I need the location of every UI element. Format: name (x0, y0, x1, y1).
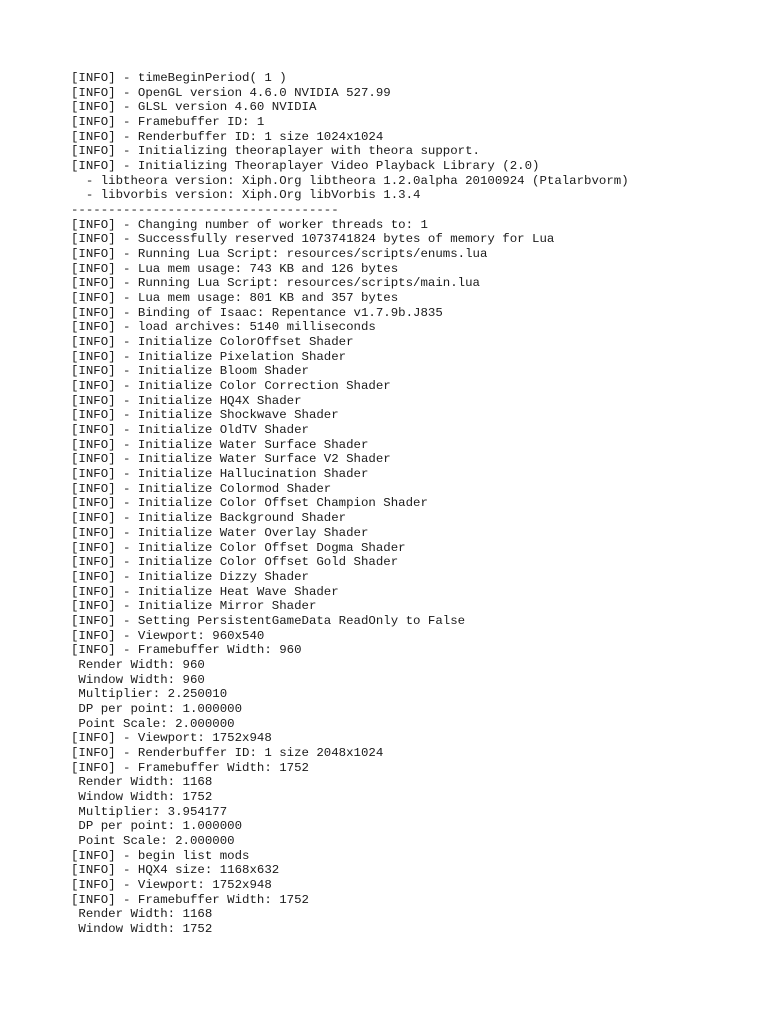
log-line: [INFO] - timeBeginPeriod( 1 ) (71, 71, 287, 85)
log-line: [INFO] - Initialize Color Offset Champion Shader (71, 496, 428, 511)
log-line: [INFO] - Viewport: 960x540 (71, 628, 265, 643)
log-line: [INFO] - Initialize Water Overlay Shader (71, 525, 369, 540)
log-line: ------------------------------------ (71, 203, 339, 218)
log-line: [INFO] - Initialize Shockwave Shader (71, 408, 339, 423)
log-line: DP per point: 1.000000 (71, 819, 243, 834)
log-line: - libvorbis version: Xiph.Org libVorbis 1.3.4 (71, 188, 421, 203)
log-line: [INFO] - begin list mods (71, 848, 250, 863)
log-line: [INFO] - Lua mem usage: 801 KB and 357 bytes (71, 291, 399, 306)
log-line: [INFO] - Initialize Color Offset Dogma Shader (71, 540, 406, 555)
log-line: [INFO] - GLSL version 4.60 NVIDIA (71, 100, 317, 115)
log-line: [INFO] - Initialize Bloom Shader (71, 364, 309, 379)
log-line: [INFO] - Viewport: 1752x948 (71, 877, 272, 892)
log-line: [INFO] - Framebuffer Width: 960 (71, 643, 302, 658)
log-line: [INFO] - Initialize Mirror Shader (71, 599, 317, 614)
log-line: Render Width: 1168 (71, 907, 213, 922)
log-line: [INFO] - Initialize Background Shader (71, 511, 347, 526)
log-line: [INFO] - load archives: 5140 milliseconds (71, 320, 376, 335)
log-line: Render Width: 1168 (71, 775, 213, 790)
log-line: [INFO] - Initialize Dizzy Shader (71, 569, 309, 584)
log-line: Point Scale: 2.000000 (71, 716, 235, 731)
log-line: [INFO] - Framebuffer Width: 1752 (71, 760, 309, 775)
log-line: Render Width: 960 (71, 657, 205, 672)
log-line: [INFO] - Initialize ColorOffset Shader (71, 335, 354, 350)
log-line: [INFO] - Lua mem usage: 743 KB and 126 bytes (71, 261, 399, 276)
log-line: Multiplier: 2.250010 (71, 687, 228, 702)
log-line: [INFO] - Initialize Heat Wave Shader (71, 584, 339, 599)
log-line: [INFO] - Viewport: 1752x948 (71, 731, 272, 746)
log-line: [INFO] - Initializing Theoraplayer Video Playback Library (2.0) (71, 159, 540, 174)
log-line: [INFO] - Initialize HQ4X Shader (71, 393, 302, 408)
log-line: [INFO] - Initialize Pixelation Shader (71, 349, 347, 364)
log-line: [INFO] - Initialize Color Correction Shader (71, 379, 391, 394)
log-line: Multiplier: 3.954177 (71, 804, 228, 819)
log-line: [INFO] - Initialize Water Surface Shader (71, 437, 369, 452)
log-line: [INFO] - Initialize Color Offset Gold Shader (71, 555, 399, 570)
log-line: [INFO] - Successfully reserved 1073741824 bytes of memory for Lua (71, 232, 555, 247)
log-line: Window Width: 1752 (71, 789, 213, 804)
log-line: [INFO] - Running Lua Script: resources/scripts/main.lua (71, 276, 480, 291)
log-line: [INFO] - Initialize Water Surface V2 Shader (71, 452, 391, 467)
log-line: [INFO] - Initialize Hallucination Shader (71, 467, 369, 482)
log-line: [INFO] - Setting PersistentGameData ReadOnly to False (71, 613, 466, 628)
log-output (71, 71, 751, 937)
log-line: [INFO] - Changing number of worker threads to: 1 (71, 217, 428, 232)
log-line: DP per point: 1.000000 (71, 701, 243, 716)
log-line: [INFO] - Framebuffer ID: 1 (71, 115, 265, 130)
log-line: Window Width: 1752 (71, 921, 213, 936)
log-line: [INFO] - Renderbuffer ID: 1 size 2048x1024 (71, 745, 384, 760)
log-line: [INFO] - Renderbuffer ID: 1 size 1024x1024 (71, 129, 384, 144)
log-line: [INFO] - Initialize Colormod Shader (71, 481, 332, 496)
log-line: [INFO] - Initializing theoraplayer with theora support. (71, 144, 480, 159)
log-line: [INFO] - HQX4 size: 1168x632 (71, 863, 280, 878)
log-line: [INFO] - OpenGL version 4.6.0 NVIDIA 527.99 (71, 85, 391, 100)
log-line: Window Width: 960 (71, 672, 205, 687)
log-line: [INFO] - Initialize OldTV Shader (71, 423, 309, 438)
log-line: Point Scale: 2.000000 (71, 833, 235, 848)
log-line: - libtheora version: Xiph.Org libtheora 1.2.0alpha 20100924 (Ptalarbvorm) (71, 173, 629, 188)
log-line: [INFO] - Binding of Isaac: Repentance v1.7.9b.J835 (71, 305, 443, 320)
log-line: [INFO] - Running Lua Script: resources/scripts/enums.lua (71, 247, 488, 262)
log-line: [INFO] - Framebuffer Width: 1752 (71, 892, 309, 907)
